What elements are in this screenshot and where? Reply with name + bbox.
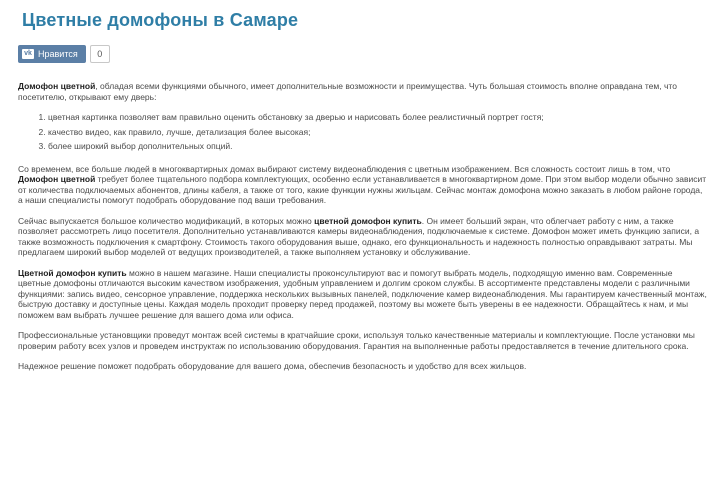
vk-like-button[interactable] <box>18 45 86 63</box>
like-count: 0 <box>90 45 110 63</box>
intro-text: , обладая всеми функциями обычного, имеет дополнительные возможности и преимущества. Чуть большая стоимость вполне оправдана тем, что посетителю, открывают ему дверь: <box>18 81 677 102</box>
page <box>8 8 708 382</box>
para4-term: Цветной домофон купить <box>18 267 127 278</box>
list-item: 1. цветная картинка позволяет вам правильно оценить обстановку за дверью и нарисовать более реалистичный портрет гостя; <box>48 112 708 123</box>
paragraph-3 <box>18 216 708 258</box>
paragraph-6: Надежное решение поможет подобрать оборудование для вашего дома, обеспечив безопасность и удобство для всех жильцов. <box>18 361 527 371</box>
para3-term: цветной домофон купить <box>314 215 422 226</box>
share-row <box>18 45 708 63</box>
page-title: Цветные домофоны в Самаре <box>22 10 299 30</box>
list-item: 2. качество видео, как правило, лучше, детализация более высокая; <box>48 127 708 138</box>
para2-after: требует более тщательного подбора комплектующих, особенно если устанавливается в многоквартирном доме. При этом выбор модели обычно зависит от количества подключаемых абонентов, длины кабеля, а также от того, какие функции нужны жильцам. Сейчас монтаж домофона можно заказать в любом районе города, а наши специалисты помогут подобрать оборудование под ваши требования. <box>18 174 707 205</box>
para2-before: Со временем, все больше людей в многоквартирных домах выбирают систему видеонаблюдения с цветным изображением. Вся сложность состоит лишь в том, что <box>18 163 671 174</box>
intro-paragraph <box>18 81 708 102</box>
article-body <box>18 81 708 372</box>
para4-text: можно в нашем магазине. Наши специалисты проконсультируют вас и помогут выбрать модель, подходящую именно вам. Современные цветные домофоны отличаются высоким качеством изображения, удобным управлением и долгим сроком службы. В ассортименте представлены модели с различными функциями: запись видео, сенсорное управление, поддержка нескольких вызывных панелей, подключение камер видеонаблюдения. Мы гарантируем качественный монтаж, быструю доставку и доступные цены. Каждая модель проходит проверку перед продажей, поэтому вы можете быть уверены в ее надежности. Обращайтесь к нам, и мы поможем вам выбрать лучшее решение для вашего дома или офиса. <box>18 267 707 320</box>
intro-term: Домофон цветной <box>18 81 96 91</box>
list-item: 3. более широкий выбор дополнительных опций. <box>48 141 708 152</box>
paragraph-4 <box>18 268 708 321</box>
vk-logo-icon: vk <box>22 49 34 59</box>
para3-after: . Он имеет больший экран, что облегчает работу с ним, а также позволяет рассмотреть лицо посетителя. Дополнительно устанавливаются камеры видеонаблюдения, подключаемые к системе. Домофон может иметь функцию записи, а также возможность подключения к смартфону. Стоимость такого оборудования выше, однако, его функциональность и надежность полностью оправдывают затраты. Мы предлагаем широкий выбор моделей от ведущих производителей, а также выполняем установку и обслуживание. <box>18 215 700 257</box>
paragraph-2 <box>18 164 708 206</box>
para2-term: Домофон цветной <box>18 174 96 184</box>
paragraph-5: Профессиональные установщики проведут монтаж всей системы в кратчайшие сроки, используя только качественные материалы и комплектующие. После установки мы проверим работу всех узлов и проведем инструктаж по использованию оборудования. Гарантия на выполненные работы предоставляется в течение длительного срока. <box>18 330 695 351</box>
advantages-list <box>18 112 708 152</box>
vk-like-label: Нравится <box>38 49 78 59</box>
para3-before: Сейчас выпускается большое количество модификаций, в которых можно <box>18 215 315 226</box>
